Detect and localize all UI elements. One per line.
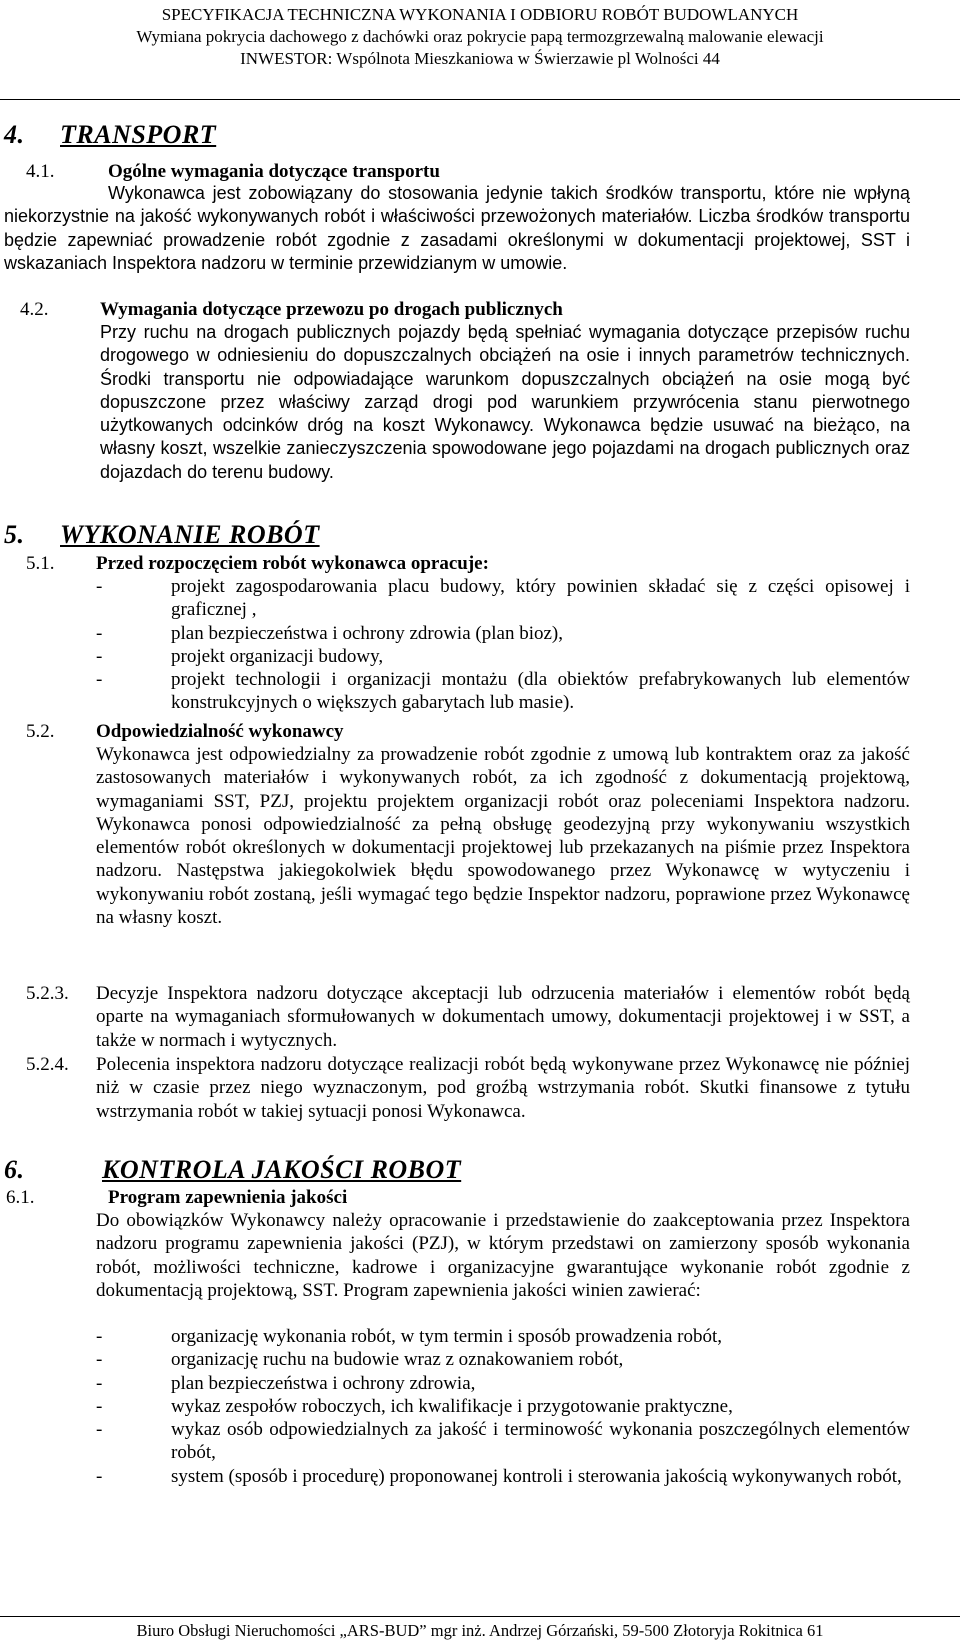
header-subtitle: Wymiana pokrycia dachowego z dachówki oraz pokrycie papą termozgrzewalną malowanie elewacji [136,27,824,46]
paragraph-5-2: Wykonawca jest odpowiedzialny za prowadzenie robót zgodnie z umową lub kontraktem oraz za jakość zastosowanych materiałów i wykonywanych robót, za ich zgodność z dokumentacją projektową, wymaganiami SST, PZJ, projektu projektem organizacji robót oraz poleceniami Inspektora nadzoru. Wykonawca ponosi odpowiedzialność za pełną obsługę geodezyjną przy wykonywaniu wszystkich elementów robót określonych w dokumentacji projektowej lub przekazanych na piśmie przez Inspektora nadzoru. Następstwa jakiegokolwiek błędu spowodowanego przez Wykonawcę w wytyczeniu i wykonywaniu robót zostaną, jeśli wymagać tego będzie Inspektor nadzoru, poprawione przez Wykonawcę na własny koszt. [96,744,910,929]
subsection-4-2-heading: 4.2. Wymagania dotyczące przewozu po drogach publicznych [20,299,563,320]
section-number: 4. [4,120,25,149]
list-5-1 [96,575,910,715]
list-item: - wykaz osób odpowiedzialnych za jakość i terminowość wykonania poszczególnych elementów robót, [96,1418,910,1465]
list-item: - organizację wykonania robót, w tym termin i sposób prowadzenia robót, [96,1325,910,1348]
section-5-heading: 5. WYKONANIE ROBÓT [4,520,320,549]
header-rule [0,99,960,100]
list-item: - plan bezpieczeństwa i ochrony zdrowia, [96,1372,910,1395]
list-6-1 [96,1325,910,1488]
header-investor: INWESTOR: Wspólnota Mieszkaniowa w Świerzawie pl Wolności 44 [240,49,720,68]
paragraph-6-1: Do obowiązków Wykonawcy należy opracowanie i przedstawienie do zaakceptowania przez Inspektora nadzoru programu zapewnienia jakości (PZJ), w którym przedstawi on zamierzony sposób wykonania robót, możliwości techniczne, kadrowe i organizacyjne gwarantujące wykonanie robót zgodnie z dokumentacją projektową, SST. Program zapewnienia jakości winien zawierać: [96,1210,910,1301]
paragraph-5-2-4: Polecenia inspektora nadzoru dotyczące realizacji robót będą wykonywane przez Wykonawcę nie później niż w czasie przez niego wyznaczonym, pod groźbą wstrzymania robót. Skutki finansowe z tytułu wstrzymania robót w takiej sytuacji ponosi Wykonawca. [96,1054,910,1122]
subsection-title: Ogólne wymagania dotyczące transportu [108,161,440,182]
paragraph-4-2: Przy ruchu na drogach publicznych pojazdy będą spełniać wymagania dotyczące przepisów ruchu drogowego w odniesieniu do dopuszczalnych obciążeń na osie i innych parametrów technicznych. Środki transportu nie odpowiadające warunkom dopuszczalnych obciążeń na osie mogą być dopuszczone przez właściwy zarząd drogi pod warunkiem przywrócenia stanu pierwotnego użytkowanych odcinków dróg na koszt Wykonawcy. Wykonawca będzie usuwać na bieżąco, na własny koszt, wszelkie zanieczyszczenia spowodowane jego pojazdami na drogach publicznych oraz dojazdach do terenu budowy. [100,322,910,482]
document-header [0,0,960,70]
document-footer: Biuro Obsługi Nieruchomości „ARS-BUD” mgr inż. Andrzej Górzański, 59-500 Złotoryja Rokitnica 61 [0,1616,960,1641]
list-item: - wykaz zespołów roboczych, ich kwalifikacje i przygotowanie praktyczne, [96,1395,910,1418]
subsection-5-2-4-number: 5.2.4. [26,1054,69,1075]
subsection-5-2-heading: 5.2. Odpowiedzialność wykonawcy [26,721,344,742]
subsection-5-2-3-number: 5.2.3. [26,983,69,1004]
list-item: - plan bezpieczeństwa i ochrony zdrowia (plan bioz), [96,622,910,645]
section-6-heading: 6. KONTROLA JAKOŚCI ROBOT [4,1155,462,1184]
list-item: - organizację ruchu na budowie wraz z oznakowaniem robót, [96,1348,910,1371]
subsection-5-1-heading: 5.1. Przed rozpoczęciem robót wykonawca opracuje: [26,553,489,574]
subsection-4-1-heading: 4.1. Ogólne wymagania dotyczące transportu [26,161,440,182]
paragraph-4-1: Wykonawca jest zobowiązany do stosowania jedynie takich środków transportu, które nie wpłyną niekorzystnie na jakość wykonywanych robót i właściwości przewożonych materiałów. Liczba środków transportu będzie zapewniać prowadzenie robót zgodnie z zasadami określonymi w dokumentacji projektowej, SST i wskazaniach Inspektora nadzoru w terminie przewidzianym w umowie. [4,183,910,273]
section-4-heading [4,120,216,150]
list-item: - system (sposób i procedurę) proponowanej kontroli i sterowania jakością wykonywanych robót, [96,1465,910,1488]
header-title: SPECYFIKACJA TECHNICZNA WYKONANIA I ODBIORU ROBÓT BUDOWLANYCH [161,5,799,24]
list-item: - projekt zagospodarowania placu budowy, który powinien składać się z części opisowej i graficznej , [96,575,910,622]
list-item: - projekt organizacji budowy, [96,645,910,668]
list-item: - projekt technologii i organizacji montażu (dla obiektów prefabrykowanych lub elementów konstrukcyjnych o większych gabarytach lub masie). [96,668,910,715]
section-title: TRANSPORT [60,120,217,149]
paragraph-5-2-3: Decyzje Inspektora nadzoru dotyczące akceptacji lub odrzucenia materiałów i elementów robót będą oparte na wymaganiach sformułowanych w dokumentach umowy, dokumentacji projektowej i w SST, a także w normach i wytycznych. [96,983,910,1051]
subsection-6-1-heading: 6.1. Program zapewnienia jakości [6,1187,348,1208]
subsection-title: Wymagania dotyczące przewozu po drogach publicznych [100,299,563,320]
